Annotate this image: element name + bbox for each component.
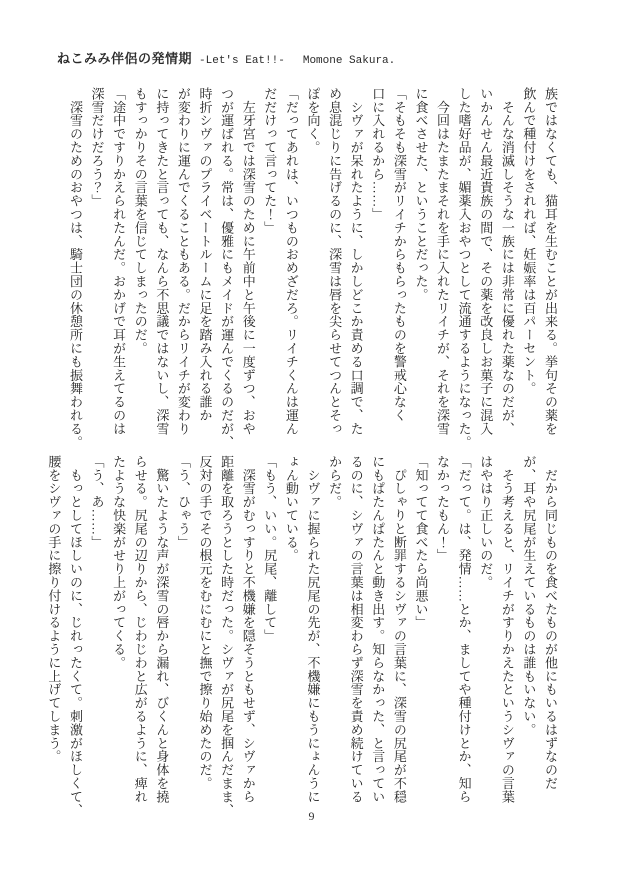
text-column: もすっかりその言葉を信じてしまったのだ。 <box>132 87 148 355</box>
text-column: そう考えると、リイチがすりかえたというシヴァの言葉 <box>499 455 515 804</box>
text-column: 「そもそも深雪がリイチからもらったものを警戒心なく <box>391 87 407 422</box>
text-column: もっとしてほしいのに、じれったくて。刺激がほしくて、 <box>67 455 83 817</box>
text-column: だだけって言ってた！」 <box>262 87 278 235</box>
text-column: なかったもん！」 <box>435 455 451 563</box>
text-column: 「知ってて食べたら尚悪い」 <box>413 455 429 630</box>
text-column: そんな消滅しそうな一族には非常に優れた薬なのだが、 <box>499 87 515 436</box>
text-column: 腰をシヴァの手に擦り付けるように上げてしまう。 <box>46 455 62 764</box>
text-column: つが運ばれる。常は、優雅にもメイドが運んでくるのだが、 <box>219 87 235 449</box>
text-column: にもぱたんぱたんと動き出す。知らなかった、と言ってい <box>370 455 386 804</box>
text-column: たような快楽がせり上がってくる。 <box>111 455 127 670</box>
text-column: ぴしゃりと断罪するシヴァの言葉に、深雪の尻尾が不穏 <box>391 455 407 804</box>
text-column: 驚いたような声が深雪の唇から漏れ、びくんと身体を撓 <box>154 455 170 804</box>
text-column: 深雪だけだろう？」 <box>89 87 105 208</box>
text-column: 「だってあれは、いつものおめざだろ。リイチくんは運ん <box>283 87 299 436</box>
text-column: 「途中ですりかえられたんだ。おかげで耳が生えてるのは <box>111 87 127 436</box>
book-subtitle: -Let's Eat!!- <box>199 55 285 67</box>
text-column: らせる。尻尾の辺りから、じわじわと広がるように、痺れ <box>132 455 148 804</box>
text-column: め息混じりに告げるのに、深雪は唇を尖らせてつんとそっ <box>327 87 343 436</box>
text-column: 族ではなくても、猫耳を生むことが出来る。挙句その薬を <box>543 87 558 436</box>
text-column: いかんせん最近貴族の間で、その薬を改良しお菓子に混入 <box>478 87 494 436</box>
book-author: Momone Sakura. <box>302 55 396 67</box>
text-column: 距離を取ろうとした時だった。シヴァが尻尾を掴んだまま、 <box>219 455 235 817</box>
text-block-lower <box>43 455 561 827</box>
book-title: ねこみみ伴侶の発情期 <box>57 51 193 66</box>
text-column: 深雪のためのおやつは、騎士団の休憩所にも振舞われる。 <box>67 87 83 449</box>
text-column: ぽを向く。 <box>305 87 321 154</box>
text-column: 「う、ひゃう」 <box>175 455 191 549</box>
text-column: シヴァが呆れたように、しかしどこか責める口調で、た <box>348 87 364 436</box>
text-block-upper <box>64 87 561 459</box>
text-column: るのに、シヴァの言葉は相変わらず深雪を責め続けている <box>348 455 364 804</box>
text-column: に食べさせた、ということだった。 <box>413 87 429 302</box>
text-column: した嗜好品が、媚薬入おやつとして流通するようになった。 <box>456 87 472 449</box>
text-column: シヴァに握られた尻尾の先が、不機嫌にもうにょんうに <box>305 455 321 804</box>
text-column: はやはり正しいのだ。 <box>478 455 494 589</box>
page-header <box>57 48 395 68</box>
text-column: 「う、あ……」 <box>89 455 105 549</box>
text-column: 飲んで種付けをされれば、妊娠率は百パーセント。 <box>521 87 537 396</box>
text-column: が、耳や尻尾が生えているものは誰もいない。 <box>521 455 537 737</box>
text-column: 「もう、いい。尻尾、離して」 <box>262 455 278 643</box>
text-column: に持ってきたと言っても、なんら不思議ではないし、深雪 <box>154 87 170 436</box>
text-column: 口に入れるから……」 <box>370 87 386 221</box>
text-column: ょん動いている。 <box>283 455 299 563</box>
text-column: 「だって。は、発情……とか、ましてや種付けとか、知ら <box>456 455 472 804</box>
text-column: 今回はたまたまそれを手に入れたリイチが、それを深雪 <box>435 87 451 436</box>
text-column: からだ。 <box>327 455 343 509</box>
text-column: 反対の手でその根元をむにむにと撫で擦り始めたのだ。 <box>197 455 213 790</box>
page-number: 9 <box>308 809 315 823</box>
text-column: が変わりに運んでくることもある。だからリイチが変わり <box>175 87 191 436</box>
text-column: 左牙宮では深雪のために午前中と午後に一度ずつ、おや <box>240 87 256 436</box>
text-column: だから同じものを食べたものが他にもいるはずなのだ <box>543 455 558 790</box>
text-column: 深雪がむっすりと不機嫌を隠そうともせず、シヴァから <box>240 455 256 804</box>
text-column: 時折シヴァのプライベートルームに足を踏み入れる誰か <box>197 87 213 422</box>
